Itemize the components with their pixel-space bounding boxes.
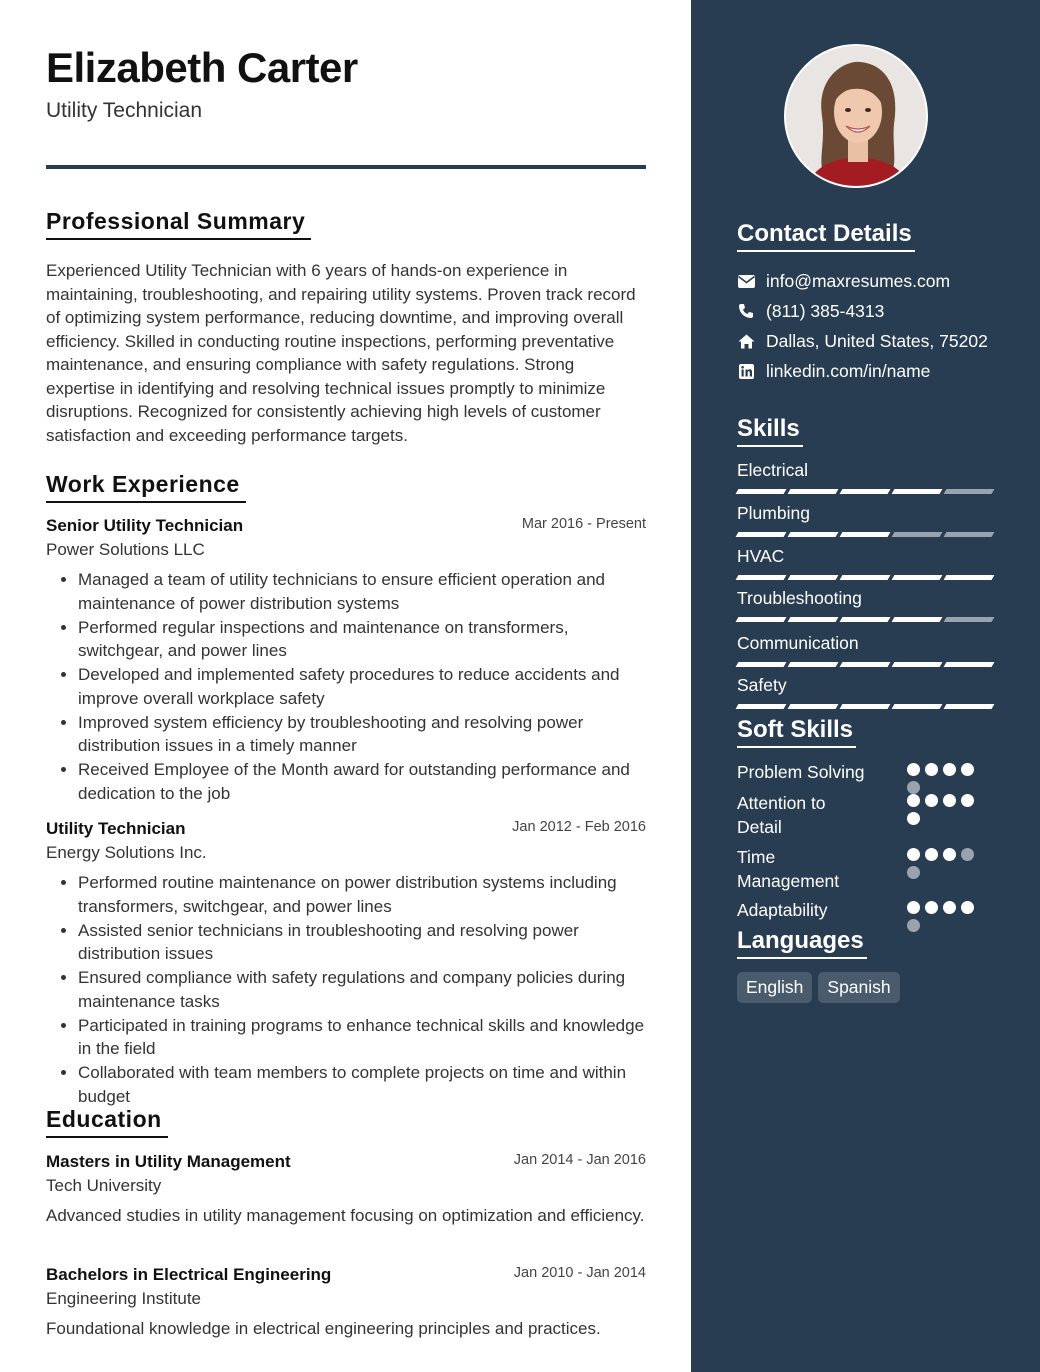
linkedin-icon: [737, 362, 755, 380]
soft-skill-name: Time Management: [737, 847, 840, 891]
portrait-illustration: [786, 46, 928, 188]
skill-level-segment: [944, 575, 995, 580]
list-item: • Managed a team of utility technicians to ensure efficient operation and maintenance of power distribution systems: [78, 568, 646, 615]
skill-level-segment: [892, 662, 943, 667]
language-tag: Spanish: [818, 972, 899, 1003]
skill-level-segment: [736, 662, 787, 667]
education-entry: [46, 1152, 646, 1228]
rating-dot: [907, 848, 920, 861]
skill-level-segment: [788, 575, 839, 580]
job-entry: [46, 516, 646, 806]
skill-name: Plumbing: [737, 503, 810, 523]
contact-phone[interactable]: [737, 296, 1027, 326]
soft-skill-name: Attention to Detail: [737, 793, 826, 837]
skill-level-segment: [944, 532, 995, 537]
school-name: Engineering Institute: [46, 1289, 201, 1308]
contact-email[interactable]: [737, 266, 1027, 296]
skill-level-segment: [892, 704, 943, 709]
skill-level-bar: [737, 704, 993, 709]
skill-level-bar: [737, 575, 993, 580]
skill-level-segment: [892, 489, 943, 494]
summary-heading: Professional Summary: [46, 208, 311, 240]
skill-level-segment: [840, 704, 891, 709]
skill-level-segment: [788, 489, 839, 494]
job-bullets: [46, 871, 646, 1108]
skill-level-segment: [944, 704, 995, 709]
skill-level-segment: [736, 575, 787, 580]
list-item: • Assisted senior technicians in troubleshooting and resolving power distribution issues: [78, 919, 646, 966]
education-heading: Education: [46, 1106, 168, 1138]
rating-dot: [907, 763, 920, 776]
rating-dot: [961, 794, 974, 807]
envelope-icon: [737, 272, 755, 290]
rating-dot: [961, 763, 974, 776]
degree-title: Bachelors in Electrical Engineering: [46, 1265, 332, 1284]
soft-skill-item: [737, 898, 997, 922]
languages-list: [737, 972, 900, 1003]
job-entry: [46, 819, 646, 1109]
education-description: Foundational knowledge in electrical engineering principles and practices.: [46, 1319, 601, 1338]
sidebar: [691, 0, 1040, 1372]
rating-dot: [943, 794, 956, 807]
rating-dot: [943, 901, 956, 914]
degree-title: Masters in Utility Management: [46, 1152, 291, 1171]
soft-skill-rating: [907, 901, 979, 932]
skill-level-bar: [737, 662, 993, 667]
phone-text: (811) 385-4313: [766, 300, 885, 321]
list-item: • Performed routine maintenance on power distribution systems including transformers, switchgear, and power lines: [78, 871, 646, 918]
header-divider: [46, 165, 646, 169]
skill-item: [737, 633, 993, 667]
language-tag: English: [737, 972, 812, 1003]
school-name: Tech University: [46, 1176, 162, 1195]
education-dates: Jan 2014 - Jan 2016: [513, 1152, 646, 1168]
rating-dot: [907, 866, 920, 879]
soft-skill-item: [737, 791, 997, 839]
skill-level-segment: [840, 662, 891, 667]
rating-dot: [943, 763, 956, 776]
soft-skill-name: Problem Solving: [737, 762, 865, 782]
skill-item: [737, 503, 993, 537]
rating-dot: [925, 794, 938, 807]
job-title: Senior Utility Technician: [46, 516, 244, 535]
skill-name: HVAC: [737, 546, 785, 566]
skill-level-bar: [737, 489, 993, 494]
skill-level-segment: [788, 532, 839, 537]
skill-level-segment: [892, 532, 943, 537]
profile-photo: [784, 44, 928, 188]
rating-dot: [907, 812, 920, 825]
list-item: • Performed regular inspections and maintenance on transformers, switchgear, and power lines: [78, 616, 646, 663]
skill-level-segment: [944, 489, 995, 494]
list-item: • Ensured compliance with safety regulations and company policies during maintenance tasks: [78, 966, 646, 1013]
contact-heading: Contact Details: [737, 220, 915, 252]
soft-skill-item: [737, 760, 997, 784]
rating-dot: [925, 848, 938, 861]
soft-skill-item: [737, 845, 997, 893]
job-company: Power Solutions LLC: [46, 540, 205, 559]
soft-skills-heading: Soft Skills: [737, 716, 856, 748]
list-item: • Collaborated with team members to complete projects on time and within budget: [78, 1061, 646, 1108]
skill-name: Troubleshooting: [737, 588, 862, 608]
list-item: • Developed and implemented safety procedures to reduce accidents and improve overall workplace safety: [78, 663, 646, 710]
skill-level-segment: [944, 662, 995, 667]
skill-level-segment: [788, 704, 839, 709]
list-item: • Improved system efficiency by troubleshooting and resolving power distribution issues in a timely manner: [78, 711, 646, 758]
skill-level-bar: [737, 617, 993, 622]
languages-heading: Languages: [737, 927, 867, 959]
candidate-title: Utility Technician: [46, 99, 203, 122]
skill-item: [737, 675, 993, 709]
education-dates: Jan 2010 - Jan 2014: [513, 1265, 646, 1281]
soft-skill-rating: [907, 794, 979, 825]
contact-list: [737, 266, 1027, 386]
rating-dot: [961, 901, 974, 914]
list-item: • Participated in training programs to enhance technical skills and knowledge in the field: [78, 1014, 646, 1061]
skill-level-segment: [736, 532, 787, 537]
rating-dot: [925, 763, 938, 776]
skill-level-segment: [788, 617, 839, 622]
skill-level-segment: [788, 662, 839, 667]
job-dates: Jan 2012 - Feb 2016: [512, 819, 646, 835]
skill-item: [737, 588, 993, 622]
contact-address: [737, 326, 1027, 356]
skill-item: [737, 460, 993, 494]
phone-icon: [737, 302, 755, 320]
rating-dot: [907, 901, 920, 914]
skill-level-bar: [737, 532, 993, 537]
education-description: Advanced studies in utility management focusing on optimization and efficiency.: [46, 1206, 645, 1225]
skill-level-segment: [736, 489, 787, 494]
soft-skill-name: Adaptability: [737, 900, 828, 920]
rating-dot: [907, 794, 920, 807]
experience-heading: Work Experience: [46, 471, 246, 503]
rating-dot: [925, 901, 938, 914]
address-text: Dallas, United States, 75202: [766, 330, 988, 351]
skill-level-segment: [840, 489, 891, 494]
rating-dot: [907, 919, 920, 932]
rating-dot: [961, 848, 974, 861]
rating-dot: [943, 848, 956, 861]
soft-skill-rating: [907, 763, 979, 794]
list-item: • Received Employee of the Month award for outstanding performance and dedication to the job: [78, 758, 646, 805]
skill-level-segment: [840, 575, 891, 580]
skills-heading: Skills: [737, 415, 803, 447]
skill-level-segment: [736, 617, 787, 622]
skill-item: [737, 546, 993, 580]
summary-text: Experienced Utility Technician with 6 years of hands-on experience in maintaining, troubleshooting, and repairing utility systems. Proven track record of optimizing system performance, reducing downtime, and improving overall efficiency. Skilled in conducting routine inspections, performing preventative maintenance, and ensuring compliance with safety regulations. Strong expertise in identifying and resolving technical issues promptly to minimize disruptions. Recognized for consistently achieving high levels of customer satisfaction and exceeding performance targets.: [46, 261, 636, 445]
soft-skill-rating: [907, 848, 979, 879]
skill-level-segment: [944, 617, 995, 622]
contact-linkedin[interactable]: [737, 356, 1027, 386]
skill-level-segment: [840, 617, 891, 622]
job-bullets: [46, 568, 646, 805]
home-icon: [737, 332, 755, 350]
candidate-name: Elizabeth Carter: [46, 44, 358, 91]
skill-level-segment: [892, 617, 943, 622]
email-text: info@maxresumes.com: [766, 270, 951, 291]
skill-level-segment: [840, 532, 891, 537]
job-company: Energy Solutions Inc.: [46, 843, 207, 862]
skill-level-segment: [892, 575, 943, 580]
skill-name: Safety: [737, 675, 787, 695]
skill-name: Electrical: [737, 460, 808, 480]
education-entry: [46, 1265, 646, 1341]
skill-name: Communication: [737, 633, 859, 653]
job-dates: Mar 2016 - Present: [521, 516, 646, 532]
linkedin-text: linkedin.com/in/name: [766, 360, 931, 381]
job-title: Utility Technician: [46, 819, 186, 838]
main-column: [46, 0, 646, 1372]
skill-level-segment: [736, 704, 787, 709]
